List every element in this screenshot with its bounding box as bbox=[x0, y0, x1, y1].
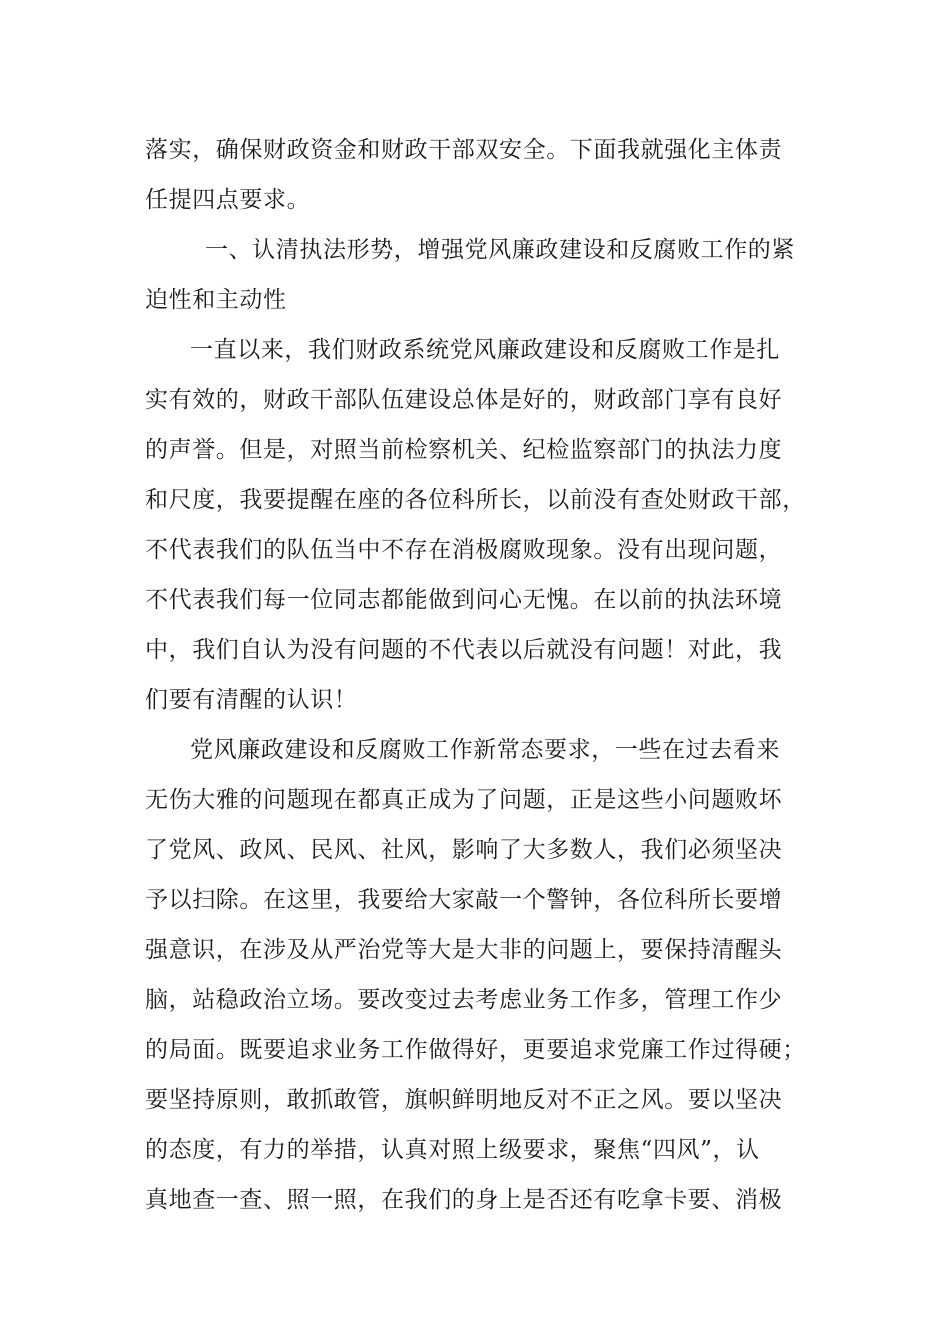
section-heading: 一、认清执法形势，增强党风廉政建设和反腐败工作的紧 bbox=[205, 237, 795, 263]
text-line: 们要有清醒的认识！ bbox=[145, 687, 358, 713]
text-line: 党风廉政建设和反腐败工作新常态要求，一些在过去看来 bbox=[190, 737, 780, 763]
text-line: 落实，确保财政资金和财政干部双安全。下面我就强化主体责 bbox=[145, 137, 783, 163]
text-line: 予以扫除。在这里，我要给大家敲一个警钟，各位科所长要增 bbox=[145, 887, 783, 913]
text-line: 了党风、政风、民风、社风，影响了大多数人，我们必须坚决 bbox=[145, 837, 783, 863]
text-line: 不代表我们每一位同志都能做到问心无愧。在以前的执法环境 bbox=[145, 587, 783, 613]
text-line: 真地查一查、照一照，在我们的身上是否还有吃拿卡要、消极 bbox=[145, 1187, 783, 1213]
text-line: 的声誉。但是，对照当前检察机关、纪检监察部门的执法力度 bbox=[145, 437, 783, 463]
section-heading-continued: 迫性和主动性 bbox=[145, 287, 287, 313]
text-line: 中，我们自认为没有问题的不代表以后就没有问题！对此，我 bbox=[145, 637, 783, 663]
text-line: 的态度，有力的举措，认真对照上级要求，聚焦“四风”，认 bbox=[145, 1137, 760, 1163]
text-line: 实有效的，财政干部队伍建设总体是好的，财政部门享有良好 bbox=[145, 387, 783, 413]
text-line: 要坚持原则，敢抓敢管，旗帜鲜明地反对不正之风。要以坚决 bbox=[145, 1087, 783, 1113]
text-line: 一直以来，我们财政系统党风廉政建设和反腐败工作是扎 bbox=[190, 337, 780, 363]
text-line: 和尺度，我要提醒在座的各位科所长，以前没有查处财政干部， bbox=[145, 487, 806, 513]
text-line: 脑，站稳政治立场。要改变过去考虑业务工作多，管理工作少 bbox=[145, 987, 783, 1013]
text-line: 不代表我们的队伍当中不存在消极腐败现象。没有出现问题， bbox=[145, 537, 783, 563]
text-line: 任提四点要求。 bbox=[145, 187, 311, 213]
text-line: 强意识，在涉及从严治党等大是大非的问题上，要保持清醒头 bbox=[145, 937, 783, 963]
text-line: 无伤大雅的问题现在都真正成为了问题，正是这些小问题败坏 bbox=[145, 787, 783, 813]
text-line: 的局面。既要追求业务工作做得好，更要追求党廉工作过得硬； bbox=[145, 1037, 806, 1063]
